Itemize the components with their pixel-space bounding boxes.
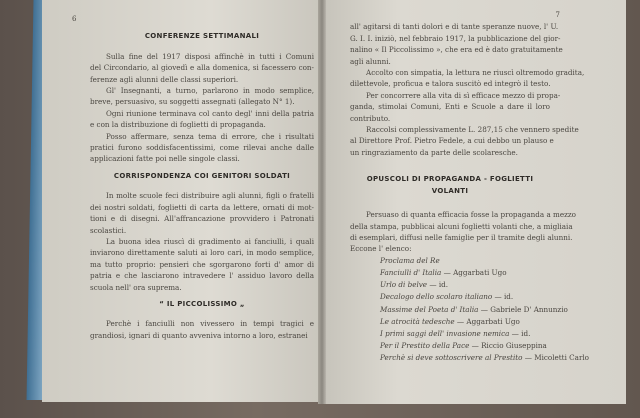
left-page-text <box>72 14 314 341</box>
text-line: tioni e di disegni. All'affrancazione provvidero i Patronati <box>90 214 314 224</box>
pamphlet-title: Urlo di belve — <box>380 280 437 290</box>
text-line: G. I. I. iniziò, nel febbraio 1917, la pubblicazione del gior- <box>350 33 561 43</box>
right-page-text <box>350 10 590 365</box>
text-line: La buona idea riuscì di gradimento ai fanciulli, i quali <box>106 236 314 246</box>
text-line: Gl' Insegnanti, a turno, parlarono in modo semplice, <box>106 86 314 96</box>
paragraph <box>90 190 314 236</box>
paragraph <box>90 236 314 293</box>
paragraph <box>90 131 314 165</box>
pamphlet-title: Massime del Poeta d' Italia — <box>380 304 488 314</box>
pamphlet-author: Micoletti Carlo <box>534 353 590 363</box>
text-line: patria e che lasciarono intravedere l' assiduo lavoro della <box>90 271 314 281</box>
paragraph <box>350 90 561 124</box>
pamphlet-author: Gabriele D' Annunzio <box>490 304 568 314</box>
text-line: Ogni riunione terminava col canto degl' inni della patria <box>106 108 314 118</box>
list-item <box>380 304 568 316</box>
text-line: Persuaso di quanta efficacia fosse la propaganda a mezzo <box>366 210 577 220</box>
book-gutter <box>318 0 326 404</box>
text-line: Per concorrere alla vita di sì efficace mezzo di propa- <box>366 90 561 100</box>
section-heading: “ IL PICCOLISSIMO „ <box>159 299 245 308</box>
text-line: scuola nell' ora suprema. <box>90 282 182 292</box>
text-line: scolastici. <box>90 225 127 235</box>
text-line: Accolto con simpatia, la lettura ne riuscì oltremodo gradita, <box>366 68 585 78</box>
pamphlet-author: Aggarbati Ugo <box>453 267 507 277</box>
list-item <box>380 340 550 352</box>
text-line: di esemplari, diffusi nelle famiglie per il tramite degli alunni. <box>350 232 573 242</box>
pamphlet-list <box>350 255 590 365</box>
list-item <box>380 267 550 279</box>
section-heading: CORRISPONDENZA COI GENITORI SOLDATI <box>113 171 291 180</box>
page-number: 7 <box>555 11 560 19</box>
list-item <box>380 316 550 328</box>
text-line: all' agitarsi di tanti dolori e di tante speranze nuove, l' U. <box>350 22 559 32</box>
pamphlet-title: Le atrocità tedesche — <box>380 316 465 326</box>
text-line: breve, persuasivo, su soggetti assegnati (allegato N° 1). <box>90 97 295 107</box>
text-line: al Direttore Prof. Pietro Fedele, a cui debbo un plauso e <box>350 136 554 146</box>
paragraph <box>350 209 577 255</box>
text-line: Raccolsi complessivamente L. 287,15 che vennero spedite <box>366 125 579 135</box>
list-item <box>380 328 550 340</box>
text-line: inviarono direttamente saluti ai loro cari, in modo semplice, <box>90 248 314 258</box>
text-line: Eccone l' elenco: <box>350 244 412 254</box>
list-item <box>380 255 550 267</box>
text-line: della stampa, pubblicai alcuni foglietti volanti che, a migliaia <box>350 221 573 231</box>
pamphlet-author: id. <box>503 292 514 302</box>
text-line: agli alunni. <box>350 56 391 66</box>
text-line: Perchè i fanciulli non vivessero in tempi tragici e <box>106 319 314 329</box>
paragraph <box>350 124 579 158</box>
list-item <box>380 291 550 303</box>
paragraph <box>350 21 563 67</box>
text-line: dilettevole, proficua e talora suscitò ed integrò il testo. <box>350 79 551 89</box>
pamphlet-title: Proclama del Re <box>380 255 440 265</box>
text-line: del Circondario, al giovedì e alla domenica, si facessero con- <box>90 63 314 73</box>
text-line: ganda, stimolai Comuni, Enti e Scuole a dare il loro <box>350 102 550 112</box>
page-number: 6 <box>72 15 77 23</box>
pamphlet-author: Aggarbati Ugo <box>466 316 520 326</box>
paragraph <box>90 318 314 341</box>
text-line: ma tutto proprio: pensieri che sgorgarono forti d' amor di <box>90 259 314 269</box>
pamphlet-title: Decalogo dello scolaro italiano — <box>380 292 502 302</box>
text-line: dei nostri soldati, foglietti di carta da lettere, ornati di mot- <box>90 202 314 212</box>
list-item <box>380 279 550 291</box>
text-line: In molte scuole feci distribuire agli alunni, figli o fratelli <box>106 191 314 201</box>
text-line: e con la distribuzione di foglietti di propaganda. <box>90 120 266 130</box>
text-line: Sulla fine del 1917 disposi affinchè in tutti i Comuni <box>106 51 314 61</box>
text-line: ferenze agli alunni delle classi superiori. <box>90 74 239 84</box>
pamphlet-title: Fanciulli d' Italia — <box>380 267 451 277</box>
pamphlet-title: I primi saggi dell' invasione nemica — <box>380 328 519 338</box>
text-line: Posso affermare, senza tema di errore, che i risultati <box>106 131 314 141</box>
pamphlet-author: id. <box>521 328 531 338</box>
text-line: contributo. <box>350 113 391 123</box>
pamphlet-author: Riccio Giuseppina <box>481 341 547 351</box>
paragraph <box>350 67 585 90</box>
right-page <box>322 0 626 404</box>
text-line: applicazioni fatte poi nelle singole classi. <box>90 154 240 164</box>
paragraph <box>90 85 314 108</box>
pamphlet-title: Perchè si deve sottoscrivere al Prestito — <box>380 353 532 363</box>
text-line: nalino « Il Piccolissimo », che era ed è dato gratuitamente <box>350 45 563 55</box>
text-line: un ringraziamento da parte delle scolaresche. <box>350 147 518 157</box>
section-heading: OPUSCOLI DI PROPAGANDA - FOGLIETTI VOLANTI <box>366 175 534 195</box>
left-page <box>42 0 324 402</box>
pamphlet-author: id. <box>438 280 449 290</box>
section-heading: CONFERENZE SETTIMANALI <box>144 32 260 41</box>
paragraph <box>90 51 314 85</box>
text-line: pratici furono soddisfacentissimi, come rilevai anche dalle <box>90 143 314 153</box>
paragraph <box>90 108 314 131</box>
list-item <box>380 352 590 364</box>
text-line: grandiosi, ignari di quanto avveniva intorno a loro, estranei <box>90 330 308 340</box>
pamphlet-title: Per il Prestito della Pace — <box>380 341 479 351</box>
